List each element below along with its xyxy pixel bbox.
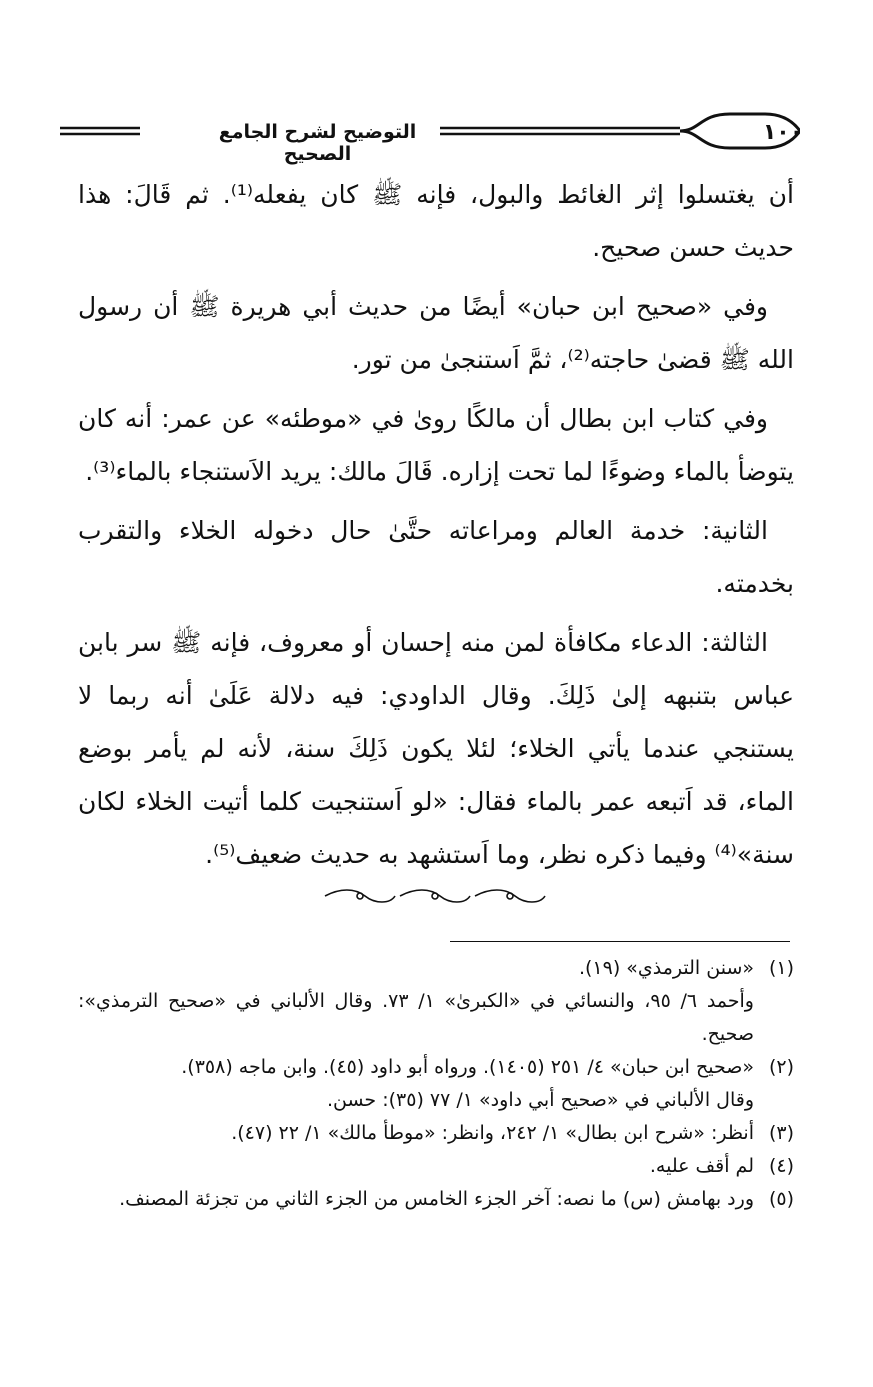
footnote-number: (٥) xyxy=(768,1188,794,1210)
footnote xyxy=(78,952,794,1051)
footnote-number: (٢) xyxy=(768,1056,794,1078)
page-header xyxy=(60,110,804,165)
paragraph: وفي «صحيح ابن حبان» أيضًا من حديث أبي هريرة ﷺ أن رسول الله ﷺ قضىٰ حاجته⁽²⁾، ثمَّ اَستنجىٰ من تور. xyxy=(78,292,794,374)
paragraph: الثانية: خدمة العالم ومراعاته حتَّىٰ حال دخوله الخلاء والتقرب بخدمته. xyxy=(78,516,794,598)
footnote-number: (٤) xyxy=(768,1155,794,1177)
footnote-line: «صحيح ابن حبان» ٤/ ٢٥١ (١٤٠٥). ورواه أبو داود (٤٥). وابن ماجه (٣٥٨). xyxy=(181,1056,754,1078)
footnote-line: ورد بهامش (س) ما نصه: آخر الجزء الخامس من الجزء الثاني من تجزئة المصنف. xyxy=(119,1188,754,1210)
page-number: ١٠٠ xyxy=(762,120,804,145)
footnote-line: وقال الألباني في «صحيح أبي داود» ١/ ٧٧ (٣٥): حسن. xyxy=(326,1089,754,1111)
main-text xyxy=(78,168,794,887)
footnote xyxy=(78,1183,794,1216)
footnote-line: وأحمد ٦/ ٩٥، والنسائي في «الكبرىٰ» ١/ ٧٣. وقال الألباني في «صحيح الترمذي»: صحيح. xyxy=(78,990,754,1045)
footnote-number: (٣) xyxy=(768,1122,794,1144)
footnote-line: أنظر: «شرح ابن بطال» ١/ ٢٤٢، وانظر: «موطأ مالك» ١/ ٢٢ (٤٧). xyxy=(231,1122,754,1144)
paragraph: أن يغتسلوا إثر الغائط والبول، فإنه ﷺ كان يفعله⁽¹⁾. ثم قَالَ: هذا حديث حسن صحيح. xyxy=(78,180,794,262)
footnote xyxy=(78,1051,794,1117)
footnotes xyxy=(78,952,794,1216)
paragraph: الثالثة: الدعاء مكافأة لمن منه إحسان أو معروف، فإنه ﷺ سر بابن عباس بتنبهه إلىٰ ذَلِكَ. وقال الداودي: فيه دلالة عَلَىٰ أنه ربما لا يستنجي عندما يأتي الخلاء؛ لئلا يكون ذَلِكَ سنة، لأنه لم يأمر بوضع الماء، قد اَتبعه عمر بالماء فقال: «لو اَستنجيت كلما أتيت الخلاء لكان سنة»⁽⁴⁾ وفيما ذكره نظر، وما اَستشهد به حديث ضعيف⁽⁵⁾. xyxy=(78,628,794,869)
footnote-line: لم أقف عليه. xyxy=(649,1155,754,1177)
footnote-divider xyxy=(450,941,790,942)
footnote xyxy=(78,1150,794,1183)
footnote-line: «سنن الترمذي» (١٩). xyxy=(578,957,754,979)
footnote xyxy=(78,1117,794,1150)
paragraph: وفي كتاب ابن بطال أن مالكًا روىٰ في «موطئه» عن عمر: أنه كان يتوضأ بالماء وضوءًا لما تحت إزاره. قَالَ مالك: يريد الاَستنجاء بالماء⁽³⁾. xyxy=(78,404,794,486)
running-title: التوضيح لشرح الجامع الصحيح xyxy=(195,121,440,165)
section-ornament-icon xyxy=(320,886,550,906)
footnote-number: (١) xyxy=(768,957,794,979)
